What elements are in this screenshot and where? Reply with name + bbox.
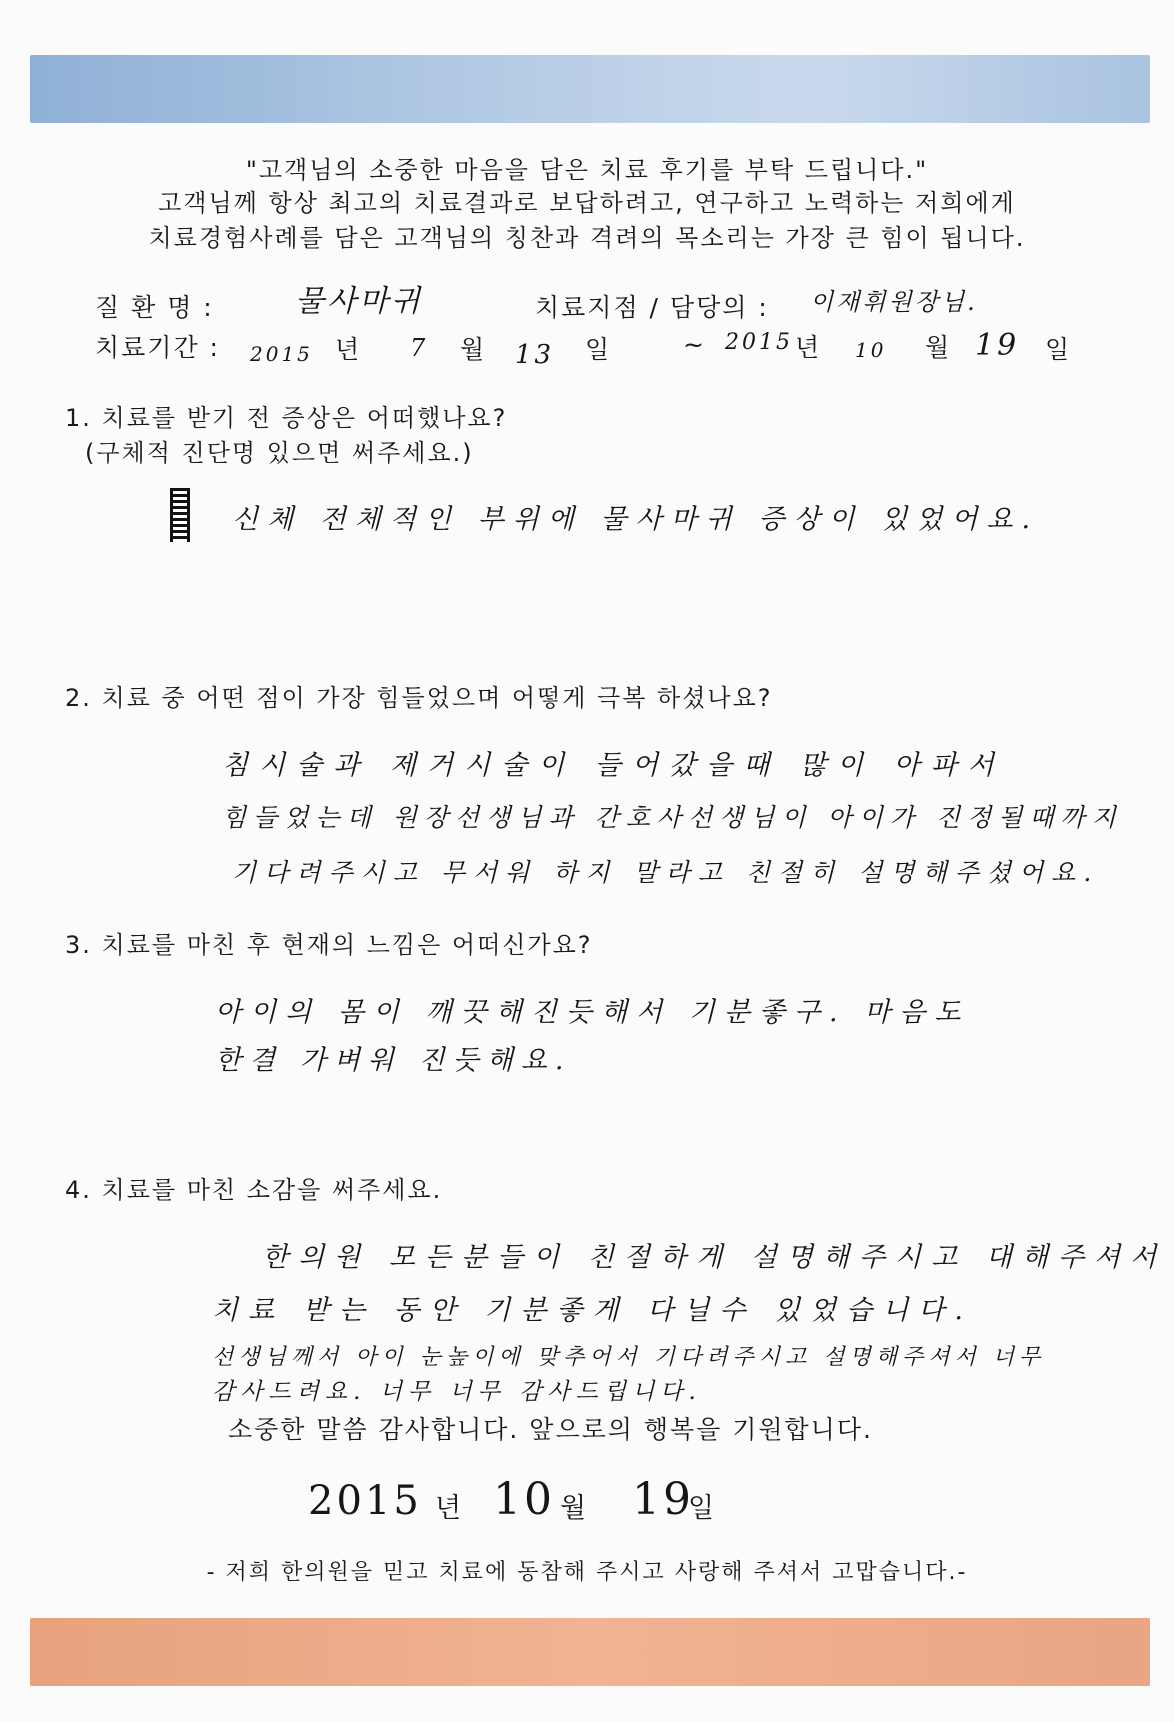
question-3: 3. 치료를 마친 후 현재의 느낌은 어떠신가요?: [65, 931, 593, 959]
closing-month-unit: 월: [560, 1493, 589, 1524]
answer-1-line-1: 신체 전체적인 부위에 물사마귀 증상이 있었어요.: [232, 504, 1040, 535]
start-day-unit: 일: [585, 335, 612, 364]
answer-4-line-2: 치료 받는 동안 기분좋게 다닐수 있었습니다.: [212, 1295, 973, 1326]
start-month: 7: [410, 334, 429, 362]
question-2: 2. 치료 중 어떤 점이 가장 힘들었으며 어떻게 극복 하셨나요?: [65, 684, 773, 712]
start-day: 13: [515, 340, 555, 370]
answer-2-line-3: 기다려주시고 무서워 하지 말라고 친절히 설명해주셨어요.: [232, 858, 1100, 887]
footer-message: - 저희 한의원을 믿고 치료에 동참해 주시고 사랑해 주셔서 고맙습니다.-: [206, 1560, 968, 1585]
disease-label: 질 환 명 :: [95, 293, 214, 322]
closing-date-year: 2015: [308, 1478, 422, 1524]
closing-date-day: 19: [632, 1474, 694, 1525]
answer-4-line-1: 한의원 모든분들이 친절하게 설명해주시고 대해주셔서: [262, 1242, 1167, 1273]
question-1-note: (구체적 진단명 있으면 써주세요.): [85, 439, 474, 467]
branch-value: 이재휘원장님.: [810, 288, 978, 316]
intro-line-2: 고객님께 항상 최고의 치료결과로 보답하려고, 연구하고 노력하는 저희에게: [158, 189, 1016, 217]
crossed-out-mark: [170, 488, 190, 542]
header-decorative-band: [30, 55, 1150, 123]
end-year: 2015: [725, 330, 793, 355]
question-4: 4. 치료를 마친 소감을 써주세요.: [65, 1176, 443, 1204]
end-month: 10: [855, 338, 887, 362]
answer-3-line-1: 아이의 몸이 깨끗해진듯해서 기분좋구. 마음도: [215, 997, 970, 1028]
disease-value: 물사마귀: [295, 284, 423, 319]
start-year: 2015: [250, 342, 313, 366]
answer-2-line-1: 침시술과 제거시술이 들어갔을때 많이 아파서: [222, 750, 1005, 781]
question-1: 1. 치료를 받기 전 증상은 어떠했나요?: [65, 404, 508, 432]
period-tilde: ~: [683, 330, 706, 359]
start-year-unit: 년: [335, 335, 362, 364]
closing-year-unit: 년: [435, 1493, 464, 1524]
end-day: 19: [975, 328, 1020, 363]
closing-day-unit: 일: [688, 1493, 717, 1524]
intro-line-3: 치료경험사례를 담은 고객님의 칭찬과 격려의 목소리는 가장 큰 힘이 됩니다.: [148, 224, 1026, 252]
answer-4-line-4: 감사드려요. 너무 너무 감사드립니다.: [212, 1379, 702, 1405]
period-label: 치료기간 :: [95, 333, 220, 362]
end-year-unit: 년: [795, 333, 822, 362]
start-month-unit: 월: [460, 335, 487, 364]
closing-date-month: 10: [493, 1474, 555, 1525]
answer-2-line-2: 힘들었는데 원장선생님과 간호사선생님이 아이가 진정될때까지: [222, 803, 1123, 832]
end-month-unit: 월: [925, 333, 952, 362]
answer-3-line-2: 한결 가벼워 진듯해요.: [215, 1045, 572, 1076]
answer-4-line-3: 선생님께서 아이 눈높이에 맞추어서 기다려주시고 설명해주셔서 너무: [212, 1345, 1046, 1370]
footer-decorative-band: [30, 1618, 1150, 1686]
branch-label: 치료지점 / 담당의 :: [535, 293, 769, 322]
intro-line-1: "고객님의 소중한 마음을 담은 치료 후기를 부탁 드립니다.": [245, 156, 929, 184]
end-day-unit: 일: [1045, 335, 1072, 364]
closing-thanks: 소중한 말씀 감사합니다. 앞으로의 행복을 기원합니다.: [228, 1415, 873, 1444]
